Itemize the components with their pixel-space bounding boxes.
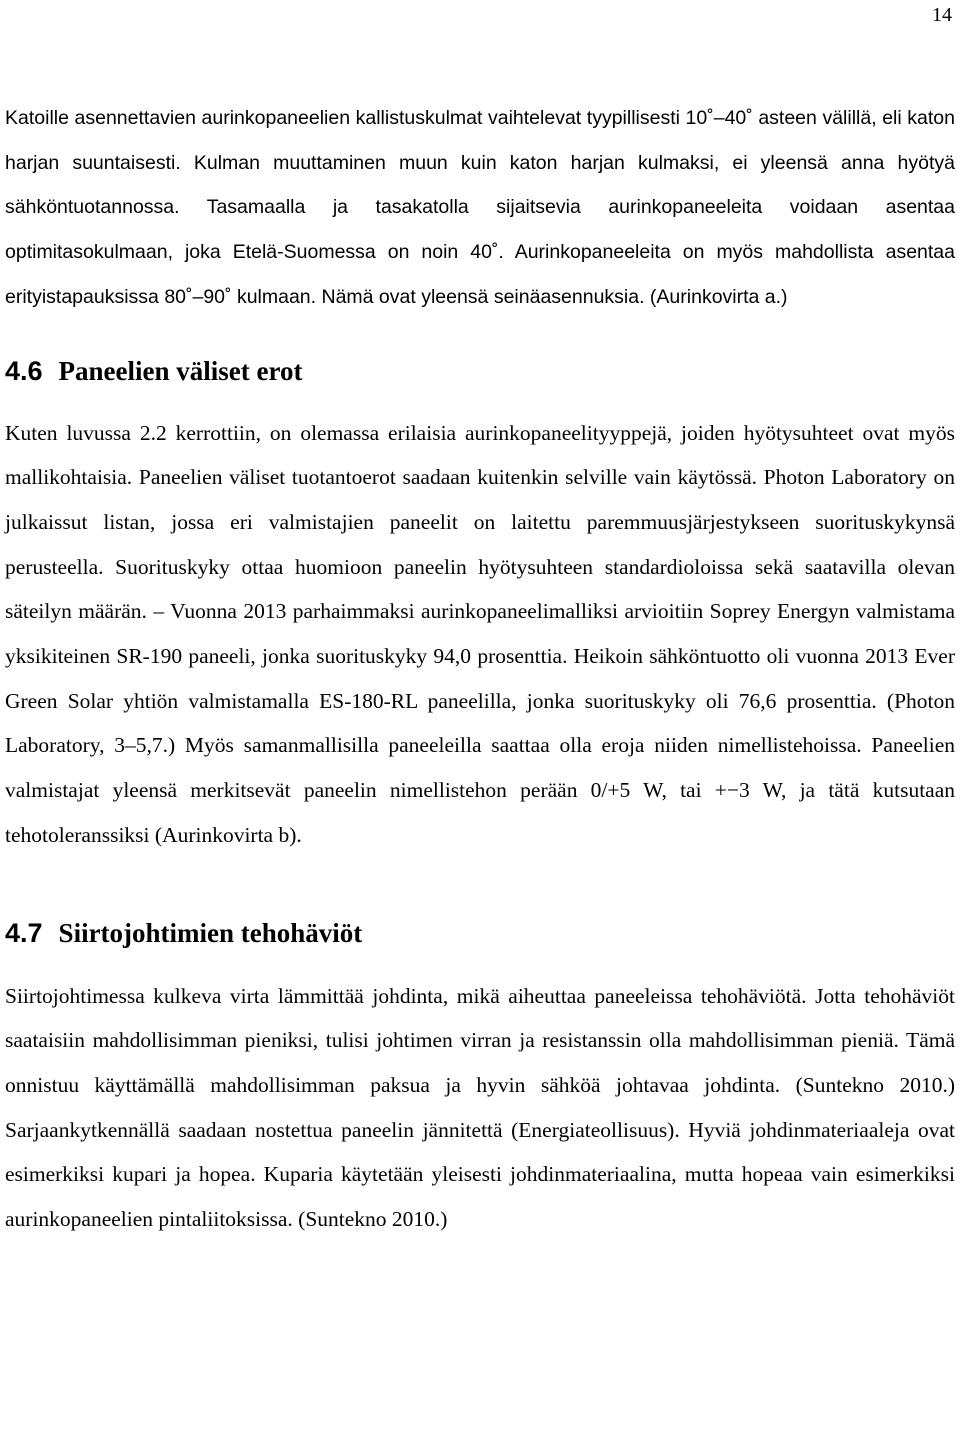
- section-number: 4.7: [5, 917, 43, 948]
- section-4-6-paragraph: Kuten luvussa 2.2 kerrottiin, on olemassa erilaisia aurinkopaneelityyppejä, joiden hyötysuhteet ovat myös mallikohtaisia. Paneelien väliset tuotantoerot saadaan kuitenkin selville vain käytössä. Photon Laboratory on julkaissut listan, jossa eri valmistajien paneelit on laitettu paremmuusjärjestykseen suorituskykynsä perusteella. Suorituskyky ottaa huomioon paneelin hyötysuhteen standardioloissa sekä saatavilla olevan säteilyn määrän. – Vuonna 2013 parhaimmaksi aurinkopaneelimalliksi arvioitiin Soprey Energyn valmistama yksikiteinen SR-190 paneeli, jonka suorituskyky 94,0 prosenttia. Heikoin sähköntuotto oli vuonna 2013 Ever Green Solar yhtiön valmistamalla ES-180-RL paneelilla, jonka suorituskyky oli 76,6 prosenttia. (Photon Laboratory, 3–5,7.) Myös samanmallisilla paneeleilla saattaa olla eroja niiden nimellistehoissa. Paneelien valmistajat yleensä merkitsevät paneelin nimellistehon perään 0/+5 W, tai +−3 W, ja tätä kutsutaan tehotoleranssiksi (Aurinkovirta b).: [5, 420, 955, 847]
- section-number: 4.6: [5, 355, 43, 386]
- document-body: [5, 96, 955, 1242]
- section-title: Paneelien väliset erot: [58, 355, 303, 386]
- intro-paragraph: Katoille asennettavien aurinkopaneelien kallistuskulmat vaihtelevat tyypillisesti 10˚–40˚ asteen välillä, eli katon harjan suuntaisesti. Kulman muuttaminen muun kuin katon harjan kulmaksi, ei yleensä anna hyötyä sähköntuotannossa. Tasamaalla ja tasakatolla sijaitsevia aurinkopaneeleita voidaan asentaa optimitasokulmaan, joka Etelä-Suomessa on noin 40˚. Aurinkopaneeleita on myös mahdollista asentaa erityistapauksissa 80˚–90˚ kulmaan. Nämä ovat yleensä seinäasennuksia. (Aurinkovirta a.): [5, 107, 955, 308]
- section-4-7-paragraph: Siirtojohtimessa kulkeva virta lämmittää johdinta, mikä aiheuttaa paneeleissa tehohäviötä. Jotta tehohäviöt saataisiin mahdollisimman pieniksi, tulisi johtimen virran ja resistanssin olla mahdollisimman pieniä. Tämä onnistuu käyttämällä mahdollisimman paksua ja hyvin sähköä johtavaa johdinta. (Suntekno 2010.) Sarjaankytkennällä saadaan nostettua paneelin jännitettä (Energiateollisuus). Hyviä johdinmateriaaleja ovat esimerkiksi kupari ja hopea. Kuparia käytetään yleisesti johdinmateriaalina, mutta hopeaa vain esimerkiksi aurinkopaneelien pintaliitoksissa. (Suntekno 2010.): [5, 983, 955, 1232]
- section-title: Siirtojohtimien tehohäviöt: [58, 917, 363, 948]
- section-heading-4-6: [5, 351, 955, 391]
- page-number: 14: [932, 4, 952, 26]
- section-heading-4-7: [5, 910, 955, 956]
